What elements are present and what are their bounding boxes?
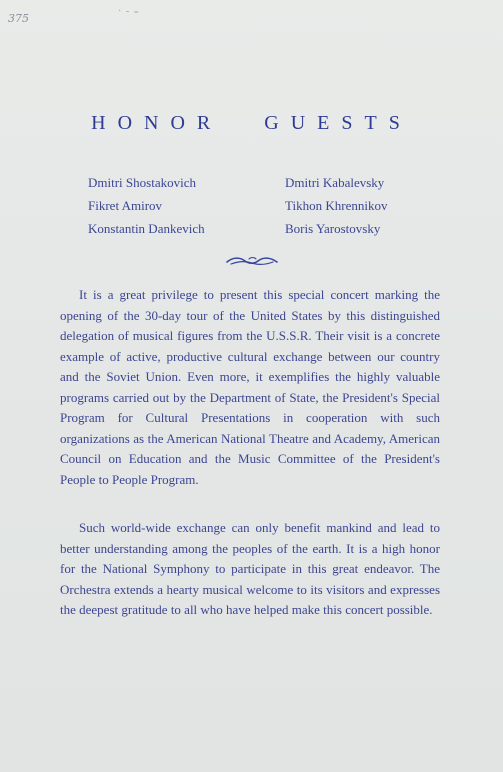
title-word-guests: GUESTS — [264, 112, 412, 134]
guest-name: Fikret Amirov — [88, 198, 163, 213]
smudge-marks: · - ₌ — [118, 6, 140, 17]
guest-name: Dmitri Shostakovich — [88, 175, 196, 190]
decorative-swirl-icon — [225, 255, 279, 267]
title-word-honor: HONOR — [91, 112, 223, 134]
guest-name: Dmitri Kabalevsky — [285, 175, 385, 190]
paragraph-exchange: Such world-wide exchange can only benefit mankind and lead to better understanding among the peoples of the earth. It is a high honor for the National Symphony to participate in this great endeavor. The Orchestra extends a hearty musical welcome to its visitors and expresses the deepest gratitude to all who have helped make this concert possible. — [60, 520, 440, 617]
paragraph-intro: It is a great privilege to present this special concert marking the opening of the 30-day tour of the United States by this distinguished delegation of musical figures from the U.S.S.R. Their visit is a concrete example of active, productive cultural exchange between our country and the Soviet Union. Even more, it exemplifies the highly valuable programs carried out by the Department of State, the President's Special Program for Cultural Presentations in cooperation with such organizations as the American National Theatre and Academy, American Council on Education and the Music Committee of the President's People to People Program. — [60, 287, 440, 487]
page-title — [0, 112, 503, 135]
guest-name: Konstantin Dankevich — [88, 221, 205, 236]
guest-name: Tikhon Khrennikov — [285, 198, 388, 213]
guest-column-left — [88, 171, 248, 240]
guest-name: Boris Yarostovsky — [285, 221, 381, 236]
guest-column-right — [285, 171, 445, 240]
page-number: 375 — [8, 12, 29, 25]
